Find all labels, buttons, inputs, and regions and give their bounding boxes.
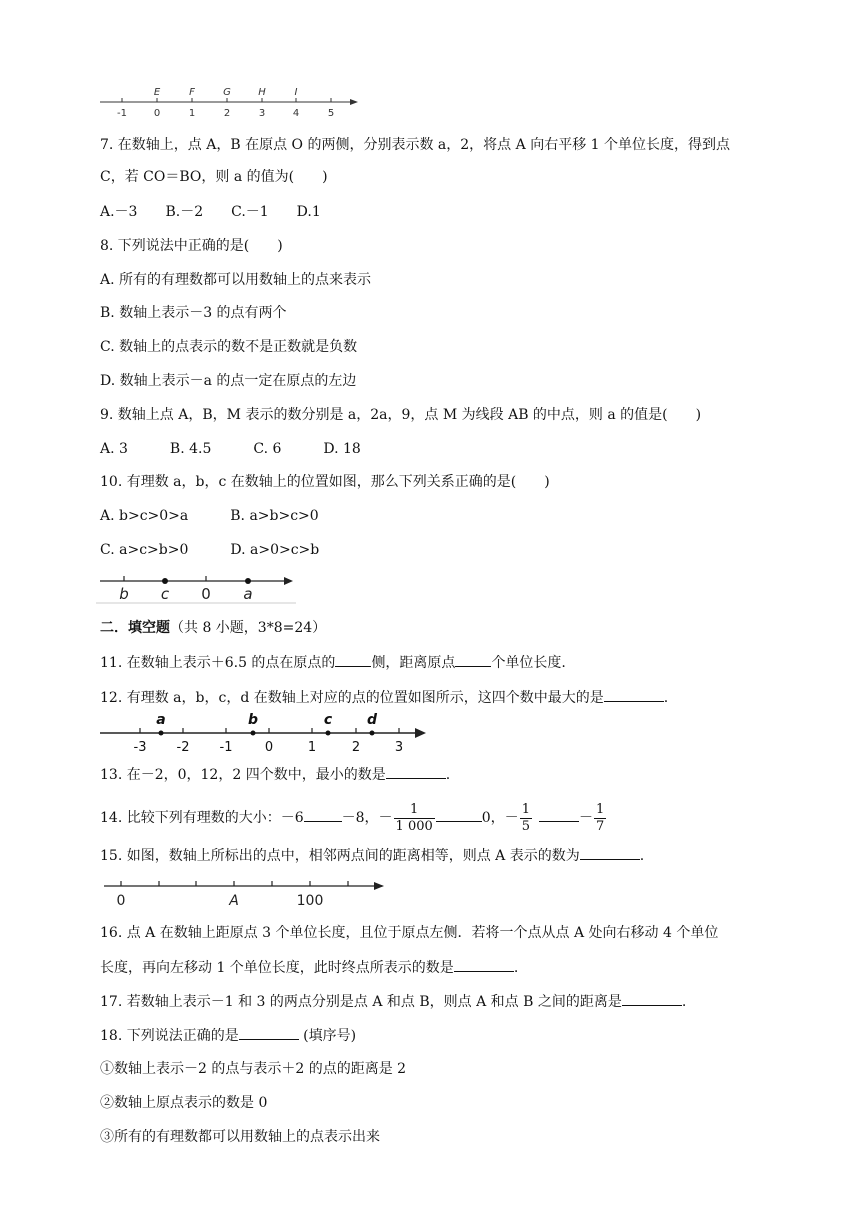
q12-end: . bbox=[663, 690, 669, 706]
section-heading bbox=[100, 618, 326, 638]
q12-stem: 12. 有理数 a，b，c，d 在数轴上对应的点的位置如图所示，这四个数中最大的是 bbox=[100, 690, 604, 706]
q8-option-d: D. 数轴上表示－a 的点一定在原点的左边 bbox=[100, 373, 357, 389]
q14-part1: 14. 比较下列有理数的大小：－6 bbox=[100, 810, 304, 826]
q16-line1: 16. 点 A 在数轴上距原点 3 个单位长度，且位于原点左侧．若将一个点从点 A 处向右移动 4 个单位 bbox=[100, 925, 719, 941]
q9-stem: 9. 数轴上点 A，B，M 表示的数分别是 a，2a，9，点 M 为线段 AB 的中点，则 a 的值是( ) bbox=[100, 407, 702, 423]
q14-part3: 0，－ bbox=[481, 810, 519, 826]
number-line-q12 bbox=[96, 710, 431, 754]
point-a bbox=[245, 578, 251, 584]
answer-blank[interactable] bbox=[622, 991, 682, 1006]
q13-stem: 13. 在－2，0，12，2 四个数中，最小的数是 bbox=[100, 767, 386, 783]
point-label-F: F bbox=[189, 87, 195, 98]
tick-label: -1 bbox=[219, 740, 233, 754]
q13-end: . bbox=[445, 767, 451, 783]
point-label-H: H bbox=[258, 87, 266, 98]
label-100: 100 bbox=[296, 893, 324, 909]
answer-blank[interactable] bbox=[436, 807, 482, 822]
q14-part2: －8，－ bbox=[341, 810, 393, 826]
point-c bbox=[326, 731, 331, 736]
label-zero: 0 bbox=[116, 893, 126, 909]
q15 bbox=[100, 845, 644, 866]
answer-blank[interactable] bbox=[454, 957, 514, 972]
fraction: $\frac{1}{1 000}$ bbox=[395, 801, 433, 834]
q7-line1: 7. 在数轴上，点 A，B 在原点 O 的两侧，分别表示数 a，2，将点 A 向右平移 1 个单位长度，得到点 bbox=[100, 137, 731, 153]
tick-label: -3 bbox=[133, 740, 147, 754]
tick-label: 3 bbox=[394, 740, 404, 754]
q17-end: . bbox=[681, 994, 687, 1010]
number-line-top bbox=[96, 84, 366, 124]
point-label-I: I bbox=[294, 87, 298, 98]
tick-label: 2 bbox=[351, 740, 361, 754]
q11-part1: 11. 在数轴上表示＋6.5 的点在原点的 bbox=[100, 655, 336, 671]
q18 bbox=[100, 1025, 356, 1046]
tick-label: 4 bbox=[292, 108, 300, 119]
point-b bbox=[251, 731, 256, 736]
label-a: a bbox=[156, 712, 166, 728]
label-b: b bbox=[119, 585, 129, 603]
tick-label: 2 bbox=[223, 108, 231, 119]
q8-option-b: B. 数轴上表示－3 的点有两个 bbox=[100, 305, 287, 321]
q10-options-ab: A. b>c>0>a B. a>b>c>0 bbox=[100, 508, 319, 524]
number-line-q15 bbox=[100, 874, 390, 910]
q7-options: A.－3 B.－2 C.－1 D.1 bbox=[100, 204, 321, 220]
point-label-E: E bbox=[153, 87, 161, 98]
q17-stem: 17. 若数轴上表示－1 和 3 的两点分别是点 A 和点 B，则点 A 和点 B 之间的距离是 bbox=[100, 994, 622, 1010]
label-d: d bbox=[366, 712, 378, 728]
q16-end: . bbox=[513, 960, 519, 976]
tick-label: 1 bbox=[307, 740, 317, 754]
label-A: A bbox=[229, 893, 239, 909]
label-c: c bbox=[160, 585, 170, 603]
fraction: $\frac{1}{7}$ bbox=[595, 801, 605, 834]
q13 bbox=[100, 764, 450, 785]
label-b: b bbox=[247, 712, 259, 728]
q14 bbox=[100, 798, 607, 838]
q10-stem: 10. 有理数 a，b，c 在数轴上的位置如图，那么下列关系正确的是( ) bbox=[100, 474, 550, 490]
answer-blank[interactable] bbox=[304, 807, 342, 822]
q18-tail: (填序号) bbox=[298, 1028, 357, 1044]
label-zero: 0 bbox=[201, 585, 211, 603]
q8-option-c: C. 数轴上的点表示的数不是正数就是负数 bbox=[100, 339, 358, 355]
q18-stem: 18. 下列说法正确的是 bbox=[100, 1028, 239, 1044]
point-label-G: G bbox=[223, 87, 231, 98]
point-c bbox=[162, 578, 168, 584]
tick-label: -2 bbox=[176, 740, 190, 754]
number-line-q10 bbox=[96, 568, 298, 604]
tick-label: 0 bbox=[153, 108, 161, 119]
q8-option-a: A. 所有的有理数都可以用数轴上的点来表示 bbox=[100, 272, 372, 288]
q18-statement-2: ②数轴上原点表示的数是 0 bbox=[100, 1095, 268, 1111]
q7-line2: C，若 CO＝BO，则 a 的值为( ) bbox=[100, 169, 328, 185]
q16-line2-text: 长度，再向左移动 1 个单位长度，此时终点所表示的数是 bbox=[100, 960, 454, 976]
tick-label: 5 bbox=[327, 108, 335, 119]
q15-stem: 15. 如图，数轴上所标出的点中，相邻两点间的距离相等，则点 A 表示的数为 bbox=[100, 848, 580, 864]
answer-blank[interactable] bbox=[539, 807, 579, 822]
fraction: $\frac{1}{5}$ bbox=[521, 801, 530, 834]
q11-part2: 侧，距离原点 bbox=[371, 655, 456, 671]
q18-statement-3: ③所有的有理数都可以用数轴上的点表示出来 bbox=[100, 1129, 380, 1145]
section-title: 二．填空题 bbox=[100, 620, 170, 636]
q8-stem: 8. 下列说法中正确的是( ) bbox=[100, 238, 283, 254]
answer-blank[interactable] bbox=[335, 652, 371, 667]
point-a bbox=[159, 731, 164, 736]
answer-blank[interactable] bbox=[604, 687, 664, 702]
q15-end: . bbox=[639, 848, 645, 864]
section-subtitle: （共 8 小题，3*8=24） bbox=[170, 620, 327, 636]
label-c: c bbox=[323, 712, 333, 728]
answer-blank[interactable] bbox=[239, 1025, 299, 1040]
q16-line2 bbox=[100, 957, 518, 978]
answer-blank[interactable] bbox=[386, 764, 446, 779]
q11 bbox=[100, 652, 566, 673]
point-d bbox=[370, 731, 375, 736]
q18-statement-1: ①数轴上表示－2 的点与表示＋2 的点的距离是 2 bbox=[100, 1061, 407, 1077]
q14-part4: － bbox=[578, 810, 593, 826]
tick-label: 0 bbox=[264, 740, 274, 754]
label-a: a bbox=[243, 585, 253, 603]
q9-options: A. 3 B. 4.5 C. 6 D. 18 bbox=[100, 441, 361, 457]
tick-label: -1 bbox=[117, 108, 127, 119]
q10-options-cd: C. a>c>b>0 D. a>0>c>b bbox=[100, 542, 320, 558]
tick-label: 3 bbox=[258, 108, 266, 119]
tick-label: 1 bbox=[188, 108, 196, 119]
q11-part3: 个单位长度. bbox=[491, 655, 566, 671]
q12 bbox=[100, 687, 668, 708]
answer-blank[interactable] bbox=[580, 845, 640, 860]
q17 bbox=[100, 991, 686, 1012]
answer-blank[interactable] bbox=[455, 652, 491, 667]
